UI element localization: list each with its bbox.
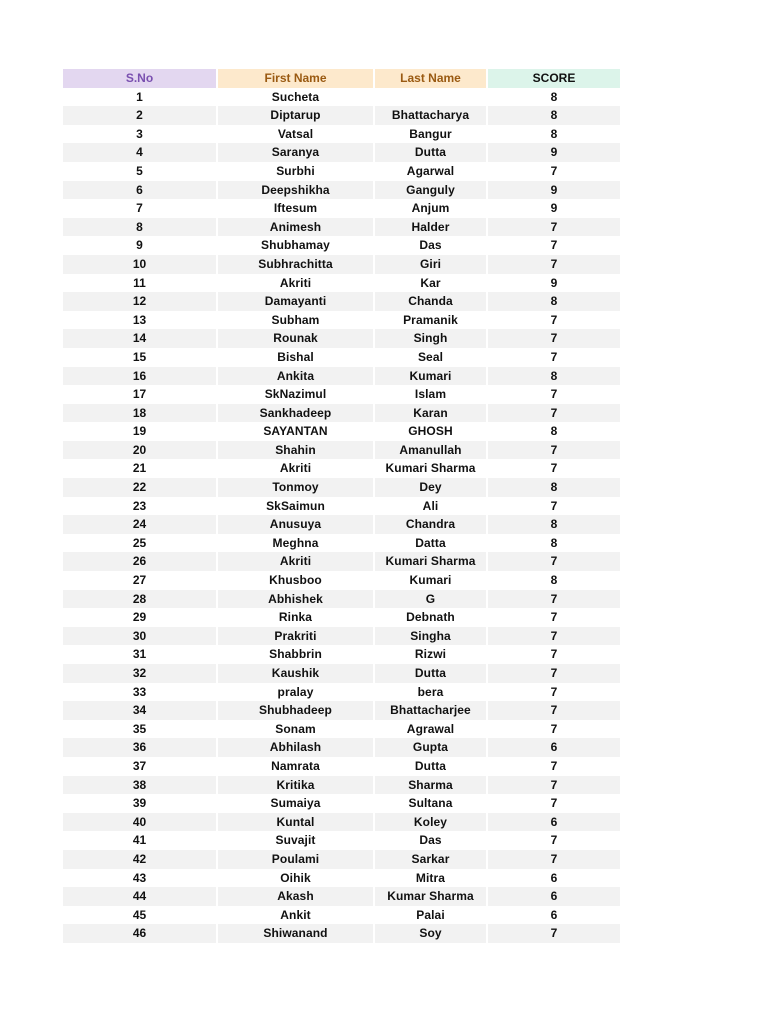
cell-last-name: Chandra <box>374 515 487 534</box>
table-row <box>63 274 620 293</box>
cell-first-name: Rounak <box>217 329 374 348</box>
cell-first-name: Diptarup <box>217 106 374 125</box>
table-row <box>63 850 620 869</box>
table-row <box>63 645 620 664</box>
cell-last-name: Soy <box>374 924 487 943</box>
table-row <box>63 348 620 367</box>
cell-first-name: Akriti <box>217 552 374 571</box>
table-row <box>63 608 620 627</box>
cell-score: 6 <box>550 870 558 885</box>
cell-last-name: Agarwal <box>374 162 487 181</box>
cell-last-name: Kumar Sharma <box>374 887 487 906</box>
cell-sno: 32 <box>63 664 217 683</box>
cell-score: 8 <box>487 367 620 386</box>
cell-sno: 46 <box>63 924 217 943</box>
table-row <box>63 106 620 125</box>
cell-first-name: Poulami <box>217 850 374 869</box>
cell-sno: 35 <box>63 720 217 739</box>
cell-first-name: Subhrachitta <box>217 255 374 274</box>
cell-score: 7 <box>550 387 558 402</box>
cell-sno: 42 <box>63 850 217 869</box>
table-row <box>63 143 620 162</box>
cell-first-name: Sucheta <box>217 88 374 107</box>
table-row <box>63 422 620 441</box>
cell-first-name: Damayanti <box>217 292 374 311</box>
cell-last-name: Ali <box>374 497 487 516</box>
cell-sno: 5 <box>63 162 217 181</box>
cell-first-name: Oihik <box>217 869 374 888</box>
cell-score: 7 <box>550 498 558 513</box>
cell-last-name: Bhattacharya <box>374 106 487 125</box>
cell-score: 7 <box>550 312 558 327</box>
cell-last-name: Palai <box>374 906 487 925</box>
score-sheet <box>63 69 620 943</box>
cell-first-name: Bishal <box>217 348 374 367</box>
cell-score: 7 <box>487 776 620 795</box>
table-row <box>63 162 620 181</box>
cell-last-name: Das <box>374 831 487 850</box>
cell-sno: 13 <box>63 311 217 330</box>
cell-last-name: Dey <box>374 478 487 497</box>
cell-score: 6 <box>487 813 620 832</box>
cell-score: 6 <box>487 738 620 757</box>
cell-sno: 19 <box>63 422 217 441</box>
cell-sno: 36 <box>63 738 217 757</box>
cell-first-name: Abhishek <box>217 590 374 609</box>
cell-last-name: Halder <box>374 218 487 237</box>
table-row <box>63 515 620 534</box>
cell-score: 9 <box>550 201 558 216</box>
cell-first-name: Namrata <box>217 757 374 776</box>
cell-first-name: Animesh <box>217 218 374 237</box>
cell-sno: 33 <box>63 683 217 702</box>
table-row <box>63 813 620 832</box>
cell-score: 7 <box>487 590 620 609</box>
cell-score: 9 <box>487 181 620 200</box>
table-row <box>63 552 620 571</box>
cell-last-name: Bhattacharjee <box>374 701 487 720</box>
table-row <box>63 776 620 795</box>
cell-last-name: Debnath <box>374 608 487 627</box>
cell-last-name: Karan <box>374 404 487 423</box>
table-row <box>63 404 620 423</box>
cell-sno: 9 <box>63 236 217 255</box>
cell-last-name: Bangur <box>374 125 487 144</box>
cell-first-name: SkSaimun <box>217 497 374 516</box>
cell-first-name: Kuntal <box>217 813 374 832</box>
cell-last-name: Koley <box>374 813 487 832</box>
cell-first-name: pralay <box>217 683 374 702</box>
cell-first-name: Meghna <box>217 534 374 553</box>
header-row <box>63 69 620 88</box>
cell-sno: 16 <box>63 367 217 386</box>
cell-last-name: Sultana <box>374 794 487 813</box>
cell-score: 9 <box>487 143 620 162</box>
cell-sno: 45 <box>63 906 217 925</box>
table-row <box>63 255 620 274</box>
cell-score: 7 <box>487 329 620 348</box>
cell-score: 7 <box>550 349 558 364</box>
cell-first-name: Shabbrin <box>217 645 374 664</box>
cell-first-name: Prakriti <box>217 627 374 646</box>
cell-sno: 23 <box>63 497 217 516</box>
cell-last-name: Singha <box>374 627 487 646</box>
cell-score: 7 <box>550 684 558 699</box>
cell-last-name: G <box>374 590 487 609</box>
cell-last-name: Pramanik <box>374 311 487 330</box>
cell-sno: 12 <box>63 292 217 311</box>
table-row <box>63 869 620 888</box>
table-row <box>63 497 620 516</box>
cell-first-name: Anusuya <box>217 515 374 534</box>
table-row <box>63 571 620 590</box>
cell-last-name: Chanda <box>374 292 487 311</box>
cell-last-name: Datta <box>374 534 487 553</box>
cell-last-name: Seal <box>374 348 487 367</box>
header-last-name: Last Name <box>374 69 487 88</box>
table-row <box>63 794 620 813</box>
score-table <box>63 69 620 943</box>
cell-score: 8 <box>550 424 558 439</box>
cell-first-name: Ankit <box>217 906 374 925</box>
cell-score: 7 <box>487 664 620 683</box>
cell-score: 7 <box>487 218 620 237</box>
cell-last-name: Dutta <box>374 664 487 683</box>
table-row <box>63 88 620 107</box>
cell-sno: 2 <box>63 106 217 125</box>
cell-sno: 38 <box>63 776 217 795</box>
cell-sno: 6 <box>63 181 217 200</box>
header-sno: S.No <box>63 69 217 88</box>
cell-last-name: Gupta <box>374 738 487 757</box>
cell-sno: 11 <box>63 274 217 293</box>
cell-score: 7 <box>487 552 620 571</box>
cell-last-name: Kumari Sharma <box>374 552 487 571</box>
cell-sno: 25 <box>63 534 217 553</box>
cell-first-name: Sonam <box>217 720 374 739</box>
cell-sno: 4 <box>63 143 217 162</box>
cell-sno: 8 <box>63 218 217 237</box>
table-row <box>63 459 620 478</box>
table-row <box>63 236 620 255</box>
cell-score: 7 <box>550 796 558 811</box>
cell-first-name: Ankita <box>217 367 374 386</box>
cell-last-name: Kar <box>374 274 487 293</box>
table-row <box>63 367 620 386</box>
cell-score: 9 <box>550 275 558 290</box>
cell-sno: 1 <box>63 88 217 107</box>
cell-sno: 17 <box>63 385 217 404</box>
cell-last-name: Sharma <box>374 776 487 795</box>
table-row <box>63 590 620 609</box>
cell-last-name: Sarkar <box>374 850 487 869</box>
table-body <box>63 88 620 943</box>
cell-first-name: Shiwanand <box>217 924 374 943</box>
table-row <box>63 627 620 646</box>
cell-last-name: Dutta <box>374 143 487 162</box>
cell-first-name: Shahin <box>217 441 374 460</box>
cell-first-name: Kaushik <box>217 664 374 683</box>
cell-first-name: Khusboo <box>217 571 374 590</box>
cell-score: 7 <box>487 255 620 274</box>
cell-first-name: Rinka <box>217 608 374 627</box>
cell-score: 7 <box>550 238 558 253</box>
cell-score: 6 <box>487 887 620 906</box>
cell-sno: 22 <box>63 478 217 497</box>
table-row <box>63 311 620 330</box>
table-row <box>63 329 620 348</box>
cell-sno: 14 <box>63 329 217 348</box>
cell-last-name: Rizwi <box>374 645 487 664</box>
cell-first-name: Deepshikha <box>217 181 374 200</box>
cell-sno: 21 <box>63 459 217 478</box>
table-row <box>63 292 620 311</box>
cell-first-name: Akriti <box>217 459 374 478</box>
cell-last-name: Das <box>374 236 487 255</box>
cell-sno: 41 <box>63 831 217 850</box>
table-row <box>63 664 620 683</box>
cell-last-name: Singh <box>374 329 487 348</box>
cell-score: 7 <box>487 627 620 646</box>
table-row <box>63 534 620 553</box>
cell-first-name: Shubhadeep <box>217 701 374 720</box>
cell-last-name: Agrawal <box>374 720 487 739</box>
cell-first-name: Surbhi <box>217 162 374 181</box>
cell-score: 7 <box>550 721 558 736</box>
cell-first-name: Sumaiya <box>217 794 374 813</box>
cell-sno: 29 <box>63 608 217 627</box>
cell-score: 7 <box>550 163 558 178</box>
cell-score: 7 <box>487 404 620 423</box>
cell-last-name: Amanullah <box>374 441 487 460</box>
cell-sno: 15 <box>63 348 217 367</box>
cell-sno: 34 <box>63 701 217 720</box>
cell-first-name: SAYANTAN <box>217 422 374 441</box>
cell-first-name: Kritika <box>217 776 374 795</box>
table-row <box>63 738 620 757</box>
table-row <box>63 199 620 218</box>
cell-sno: 30 <box>63 627 217 646</box>
cell-score: 7 <box>550 610 558 625</box>
cell-first-name: Tonmoy <box>217 478 374 497</box>
cell-sno: 39 <box>63 794 217 813</box>
cell-score: 7 <box>487 441 620 460</box>
table-row <box>63 924 620 943</box>
table-row <box>63 218 620 237</box>
cell-sno: 3 <box>63 125 217 144</box>
table-row <box>63 478 620 497</box>
table-row <box>63 683 620 702</box>
header-score: SCORE <box>487 69 620 88</box>
cell-first-name: Subham <box>217 311 374 330</box>
cell-first-name: Iftesum <box>217 199 374 218</box>
cell-score: 8 <box>550 89 558 104</box>
cell-score: 8 <box>487 515 620 534</box>
cell-score: 8 <box>487 292 620 311</box>
cell-first-name: SkNazimul <box>217 385 374 404</box>
cell-first-name: Akriti <box>217 274 374 293</box>
table-row <box>63 701 620 720</box>
table-row <box>63 757 620 776</box>
table-row <box>63 720 620 739</box>
cell-first-name: Vatsal <box>217 125 374 144</box>
cell-last-name: Kumari <box>374 571 487 590</box>
cell-last-name: Islam <box>374 385 487 404</box>
cell-score: 7 <box>550 833 558 848</box>
cell-sno: 10 <box>63 255 217 274</box>
cell-sno: 28 <box>63 590 217 609</box>
cell-score: 6 <box>550 907 558 922</box>
cell-sno: 43 <box>63 869 217 888</box>
cell-last-name: Kumari Sharma <box>374 459 487 478</box>
cell-last-name: Ganguly <box>374 181 487 200</box>
table-row <box>63 831 620 850</box>
cell-first-name: Suvajit <box>217 831 374 850</box>
cell-sno: 31 <box>63 645 217 664</box>
cell-score: 8 <box>550 126 558 141</box>
cell-score: 7 <box>487 850 620 869</box>
table-row <box>63 125 620 144</box>
header-first-name: First Name <box>217 69 374 88</box>
table-row <box>63 441 620 460</box>
cell-score: 7 <box>487 701 620 720</box>
cell-sno: 24 <box>63 515 217 534</box>
cell-first-name: Shubhamay <box>217 236 374 255</box>
cell-score: 8 <box>487 478 620 497</box>
cell-sno: 20 <box>63 441 217 460</box>
cell-score: 7 <box>487 924 620 943</box>
cell-score: 7 <box>550 647 558 662</box>
cell-last-name: GHOSH <box>374 422 487 441</box>
cell-first-name: Akash <box>217 887 374 906</box>
cell-sno: 37 <box>63 757 217 776</box>
cell-sno: 27 <box>63 571 217 590</box>
cell-last-name: bera <box>374 683 487 702</box>
cell-sno: 18 <box>63 404 217 423</box>
cell-score: 8 <box>487 106 620 125</box>
cell-last-name <box>374 88 487 107</box>
cell-last-name: Dutta <box>374 757 487 776</box>
table-row <box>63 385 620 404</box>
cell-last-name: Kumari <box>374 367 487 386</box>
cell-first-name: Sankhadeep <box>217 404 374 423</box>
cell-first-name: Saranya <box>217 143 374 162</box>
cell-sno: 7 <box>63 199 217 218</box>
table-row <box>63 906 620 925</box>
cell-score: 8 <box>550 573 558 588</box>
cell-last-name: Anjum <box>374 199 487 218</box>
cell-sno: 40 <box>63 813 217 832</box>
cell-sno: 26 <box>63 552 217 571</box>
cell-first-name: Abhilash <box>217 738 374 757</box>
cell-sno: 44 <box>63 887 217 906</box>
cell-score: 7 <box>550 758 558 773</box>
table-row <box>63 887 620 906</box>
cell-last-name: Mitra <box>374 869 487 888</box>
cell-score: 8 <box>550 535 558 550</box>
table-row <box>63 181 620 200</box>
cell-last-name: Giri <box>374 255 487 274</box>
cell-score: 7 <box>550 461 558 476</box>
